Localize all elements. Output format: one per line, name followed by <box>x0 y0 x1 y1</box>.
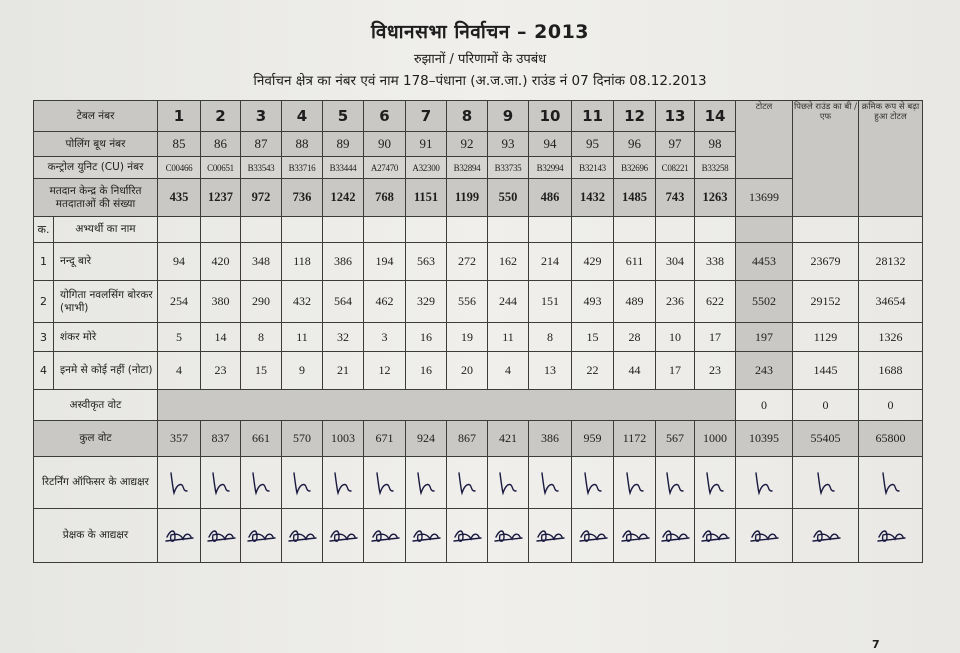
candidate-name: शंकर मोरे <box>54 323 158 352</box>
vote-count: 489 <box>614 281 656 323</box>
cu-number: B32894 <box>447 157 488 179</box>
observer-signature-row <box>34 509 923 563</box>
total-vote-count: 959 <box>572 421 614 457</box>
cumulative-total: 1688 <box>859 352 923 390</box>
returning-officer-initials <box>447 457 488 509</box>
vote-count: 11 <box>488 323 529 352</box>
returning-officer-initials <box>282 457 323 509</box>
initials-scribble <box>247 469 275 497</box>
total-vote-count: 924 <box>406 421 447 457</box>
booth-number-label: पोलिंग बूथ नंबर <box>34 132 158 157</box>
electors-count: 550 <box>488 179 529 217</box>
cumulative-total: 1326 <box>859 323 923 352</box>
initials-scribble <box>165 469 193 497</box>
observer-initials <box>572 509 614 563</box>
total-vote-count: 1000 <box>695 421 736 457</box>
returning-officer-initials <box>364 457 406 509</box>
vote-count: 493 <box>572 281 614 323</box>
electors-count: 1242 <box>323 179 364 217</box>
candidate-serial: 3 <box>34 323 54 352</box>
round-total: 5502 <box>736 281 793 323</box>
returning-officer-initials <box>859 457 923 509</box>
electors-count: 1485 <box>614 179 656 217</box>
table-number: 11 <box>572 101 614 132</box>
initials-scribble <box>371 469 399 497</box>
candidate-name: इनमे से कोई नहीं (नोटा) <box>54 352 158 390</box>
page-number: 7 <box>872 638 880 651</box>
observer-initials <box>656 509 695 563</box>
round-total: 4453 <box>736 243 793 281</box>
initials-scribble <box>410 523 442 549</box>
booth-number: 85 <box>158 132 201 157</box>
total-votes-label: कुल वोट <box>34 421 158 457</box>
table-number: 2 <box>201 101 241 132</box>
grand-cumulative-total: 65800 <box>859 421 923 457</box>
initials-scribble <box>286 523 318 549</box>
total-vote-count: 567 <box>656 421 695 457</box>
cu-number: C00651 <box>201 157 241 179</box>
cumulative-total: 34654 <box>859 281 923 323</box>
observer-signature-label: प्रेक्षक के आद्यक्षर <box>34 509 158 563</box>
total-vote-count: 357 <box>158 421 201 457</box>
booth-number: 88 <box>282 132 323 157</box>
vote-count: 16 <box>406 323 447 352</box>
vote-count: 462 <box>364 281 406 323</box>
booth-number: 95 <box>572 132 614 157</box>
vote-count: 244 <box>488 281 529 323</box>
initials-scribble <box>659 523 691 549</box>
initials-scribble <box>875 523 907 549</box>
vote-count: 23 <box>695 352 736 390</box>
initials-scribble <box>534 523 566 549</box>
total-votes-row <box>34 421 923 457</box>
initials-scribble <box>494 469 522 497</box>
initials-scribble <box>412 469 440 497</box>
observer-initials <box>241 509 282 563</box>
booth-number: 89 <box>323 132 364 157</box>
booth-number: 92 <box>447 132 488 157</box>
returning-officer-signature-row <box>34 457 923 509</box>
total-column-header: टोटल <box>736 101 793 179</box>
returning-officer-signature-label: रिटर्निंग ऑफिसर के आद्यक्षर <box>34 457 158 509</box>
cu-number: C00466 <box>158 157 201 179</box>
initials-scribble <box>661 469 689 497</box>
vote-count: 17 <box>656 352 695 390</box>
vote-count: 28 <box>614 323 656 352</box>
candidate-serial: 2 <box>34 281 54 323</box>
vote-count: 8 <box>241 323 282 352</box>
booth-number: 94 <box>529 132 572 157</box>
electors-count: 435 <box>158 179 201 217</box>
vote-count: 3 <box>364 323 406 352</box>
booth-number: 87 <box>241 132 282 157</box>
observer-initials <box>323 509 364 563</box>
observer-initials <box>488 509 529 563</box>
total-vote-count: 867 <box>447 421 488 457</box>
returning-officer-initials <box>406 457 447 509</box>
cumulative-column-header: क्रमिक रूप से बढ़ा हुआ टोटल <box>859 101 923 217</box>
total-vote-count: 837 <box>201 421 241 457</box>
previous-round-total: 1129 <box>793 323 859 352</box>
candidate-name: नन्दू बारे <box>54 243 158 281</box>
table-number: 12 <box>614 101 656 132</box>
vote-count: 13 <box>529 352 572 390</box>
vote-count: 94 <box>158 243 201 281</box>
candidate-row <box>34 243 923 281</box>
total-vote-count: 661 <box>241 421 282 457</box>
vote-count: 4 <box>158 352 201 390</box>
candidate-serial: 4 <box>34 352 54 390</box>
cu-number: B33543 <box>241 157 282 179</box>
returning-officer-initials <box>656 457 695 509</box>
total-vote-count: 570 <box>282 421 323 457</box>
document-header <box>0 18 960 89</box>
vote-count: 194 <box>364 243 406 281</box>
rejected-cumulative: 0 <box>859 390 923 421</box>
initials-scribble <box>812 469 840 497</box>
table-number: 6 <box>364 101 406 132</box>
grand-previous-total: 55405 <box>793 421 859 457</box>
observer-initials <box>201 509 241 563</box>
table-number-row <box>34 101 923 132</box>
booth-number: 93 <box>488 132 529 157</box>
initials-scribble <box>163 523 195 549</box>
vote-count: 556 <box>447 281 488 323</box>
initials-scribble <box>810 523 842 549</box>
table-number: 10 <box>529 101 572 132</box>
vote-count: 22 <box>572 352 614 390</box>
vote-count: 17 <box>695 323 736 352</box>
total-vote-count: 1003 <box>323 421 364 457</box>
vote-count: 9 <box>282 352 323 390</box>
vote-count: 20 <box>447 352 488 390</box>
previous-round-total: 23679 <box>793 243 859 281</box>
initials-scribble <box>619 523 651 549</box>
booth-number: 97 <box>656 132 695 157</box>
electors-row <box>34 179 923 217</box>
vote-count: 151 <box>529 281 572 323</box>
cu-number: A27470 <box>364 157 406 179</box>
candidate-row <box>34 323 923 352</box>
vote-count: 432 <box>282 281 323 323</box>
initials-scribble <box>750 469 778 497</box>
document-title: विधानसभा निर्वाचन – 2013 <box>370 21 590 43</box>
cumulative-total: 28132 <box>859 243 923 281</box>
vote-count: 348 <box>241 243 282 281</box>
previous-round-total: 29152 <box>793 281 859 323</box>
previous-round-total: 1445 <box>793 352 859 390</box>
observer-initials <box>282 509 323 563</box>
vote-count: 162 <box>488 243 529 281</box>
initials-scribble <box>207 469 235 497</box>
returning-officer-initials <box>201 457 241 509</box>
table-number: 7 <box>406 101 447 132</box>
vote-count: 386 <box>323 243 364 281</box>
vote-count: 611 <box>614 243 656 281</box>
initials-scribble <box>701 469 729 497</box>
booth-number: 96 <box>614 132 656 157</box>
returning-officer-initials <box>158 457 201 509</box>
cu-number: A32300 <box>406 157 447 179</box>
vote-count: 290 <box>241 281 282 323</box>
table-number: 8 <box>447 101 488 132</box>
electors-count: 972 <box>241 179 282 217</box>
observer-initials <box>614 509 656 563</box>
vote-count: 429 <box>572 243 614 281</box>
candidate-name-label: अभ्यर्थी का नाम <box>54 217 158 243</box>
candidate-row <box>34 352 923 390</box>
vote-count: 254 <box>158 281 201 323</box>
vote-count: 564 <box>323 281 364 323</box>
vote-count: 19 <box>447 323 488 352</box>
initials-scribble <box>748 523 780 549</box>
vote-count: 12 <box>364 352 406 390</box>
vote-count: 23 <box>201 352 241 390</box>
electors-count: 743 <box>656 179 695 217</box>
cu-number: B33735 <box>488 157 529 179</box>
table-number: 4 <box>282 101 323 132</box>
initials-scribble <box>492 523 524 549</box>
initials-scribble <box>288 469 316 497</box>
observer-initials <box>529 509 572 563</box>
cu-number: B33444 <box>323 157 364 179</box>
booth-number: 91 <box>406 132 447 157</box>
observer-initials <box>695 509 736 563</box>
round-total: 197 <box>736 323 793 352</box>
returning-officer-initials <box>241 457 282 509</box>
vote-count: 338 <box>695 243 736 281</box>
initials-scribble <box>699 523 731 549</box>
initials-scribble <box>577 523 609 549</box>
vote-count: 5 <box>158 323 201 352</box>
vote-count: 16 <box>406 352 447 390</box>
vote-count: 380 <box>201 281 241 323</box>
initials-scribble <box>327 523 359 549</box>
initials-scribble <box>369 523 401 549</box>
candidate-serial: 1 <box>34 243 54 281</box>
total-vote-count: 1172 <box>614 421 656 457</box>
booth-number: 86 <box>201 132 241 157</box>
rejected-votes-label: अस्वीकृत वोट <box>34 390 158 421</box>
cu-number: B32994 <box>529 157 572 179</box>
grand-round-total: 10395 <box>736 421 793 457</box>
vote-count: 4 <box>488 352 529 390</box>
electors-count: 1237 <box>201 179 241 217</box>
cu-number-label: कन्ट्रोल युनिट (CU) नंबर <box>34 157 158 179</box>
vote-count: 272 <box>447 243 488 281</box>
candidate-name: योगिता नवलसिंग बोरकर (भाभी) <box>54 281 158 323</box>
cu-number: B33258 <box>695 157 736 179</box>
total-vote-count: 386 <box>529 421 572 457</box>
candidate-header-row <box>34 217 923 243</box>
vote-count: 14 <box>201 323 241 352</box>
table-number: 9 <box>488 101 529 132</box>
returning-officer-initials <box>614 457 656 509</box>
prev-round-column-header: पिछले राउंड का बी / एफ <box>793 101 859 217</box>
round-total: 243 <box>736 352 793 390</box>
cu-number: B32696 <box>614 157 656 179</box>
table-number: 14 <box>695 101 736 132</box>
returning-officer-initials <box>572 457 614 509</box>
initials-scribble <box>245 523 277 549</box>
electors-label: मतदान केन्द्र के निर्धारित मतदाताओं की संख्या <box>34 179 158 217</box>
observer-initials <box>158 509 201 563</box>
constituency-round-info: निर्वाचन क्षेत्र का नंबर एवं नाम 178–पंधाना (अ.ज.जा.) राउंड नं 07 दिनांक 08.12.2013 <box>253 73 707 89</box>
initials-scribble <box>329 469 357 497</box>
vote-count: 21 <box>323 352 364 390</box>
table-number: 5 <box>323 101 364 132</box>
results-table <box>33 100 923 563</box>
vote-count: 563 <box>406 243 447 281</box>
observer-initials <box>793 509 859 563</box>
initials-scribble <box>451 523 483 549</box>
returning-officer-initials <box>736 457 793 509</box>
rejected-previous: 0 <box>793 390 859 421</box>
rejected-total: 0 <box>736 390 793 421</box>
total-vote-count: 671 <box>364 421 406 457</box>
observer-initials <box>859 509 923 563</box>
electors-count: 768 <box>364 179 406 217</box>
vote-count: 15 <box>572 323 614 352</box>
vote-count: 44 <box>614 352 656 390</box>
vote-count: 8 <box>529 323 572 352</box>
table-number-label: टेबल नंबर <box>34 101 158 132</box>
observer-initials <box>364 509 406 563</box>
table-number: 1 <box>158 101 201 132</box>
cu-number: C08221 <box>656 157 695 179</box>
total-vote-count: 421 <box>488 421 529 457</box>
cu-number: B33716 <box>282 157 323 179</box>
vote-count: 236 <box>656 281 695 323</box>
observer-initials <box>406 509 447 563</box>
initials-scribble <box>205 523 237 549</box>
vote-count: 622 <box>695 281 736 323</box>
electors-count: 1151 <box>406 179 447 217</box>
vote-count: 10 <box>656 323 695 352</box>
initials-scribble <box>453 469 481 497</box>
serial-label: क. <box>34 217 54 243</box>
returning-officer-initials <box>695 457 736 509</box>
returning-officer-initials <box>488 457 529 509</box>
table-number: 13 <box>656 101 695 132</box>
returning-officer-initials <box>529 457 572 509</box>
observer-initials <box>447 509 488 563</box>
vote-count: 420 <box>201 243 241 281</box>
document-subtitle: रुझानों / परिणामों के उपबंध <box>413 52 547 67</box>
vote-count: 329 <box>406 281 447 323</box>
vote-count: 15 <box>241 352 282 390</box>
electors-count: 486 <box>529 179 572 217</box>
booth-number: 98 <box>695 132 736 157</box>
electors-count: 1263 <box>695 179 736 217</box>
cu-number: B32143 <box>572 157 614 179</box>
initials-scribble <box>579 469 607 497</box>
electors-count: 1199 <box>447 179 488 217</box>
vote-count: 118 <box>282 243 323 281</box>
returning-officer-initials <box>323 457 364 509</box>
electors-total: 13699 <box>736 179 793 217</box>
booth-number: 90 <box>364 132 406 157</box>
returning-officer-initials <box>793 457 859 509</box>
electors-count: 1432 <box>572 179 614 217</box>
initials-scribble <box>536 469 564 497</box>
rejected-votes-row <box>34 390 923 421</box>
table-number: 3 <box>241 101 282 132</box>
candidate-row <box>34 281 923 323</box>
initials-scribble <box>621 469 649 497</box>
vote-count: 214 <box>529 243 572 281</box>
observer-initials <box>736 509 793 563</box>
vote-count: 304 <box>656 243 695 281</box>
electors-count: 736 <box>282 179 323 217</box>
vote-count: 11 <box>282 323 323 352</box>
vote-count: 32 <box>323 323 364 352</box>
initials-scribble <box>877 469 905 497</box>
